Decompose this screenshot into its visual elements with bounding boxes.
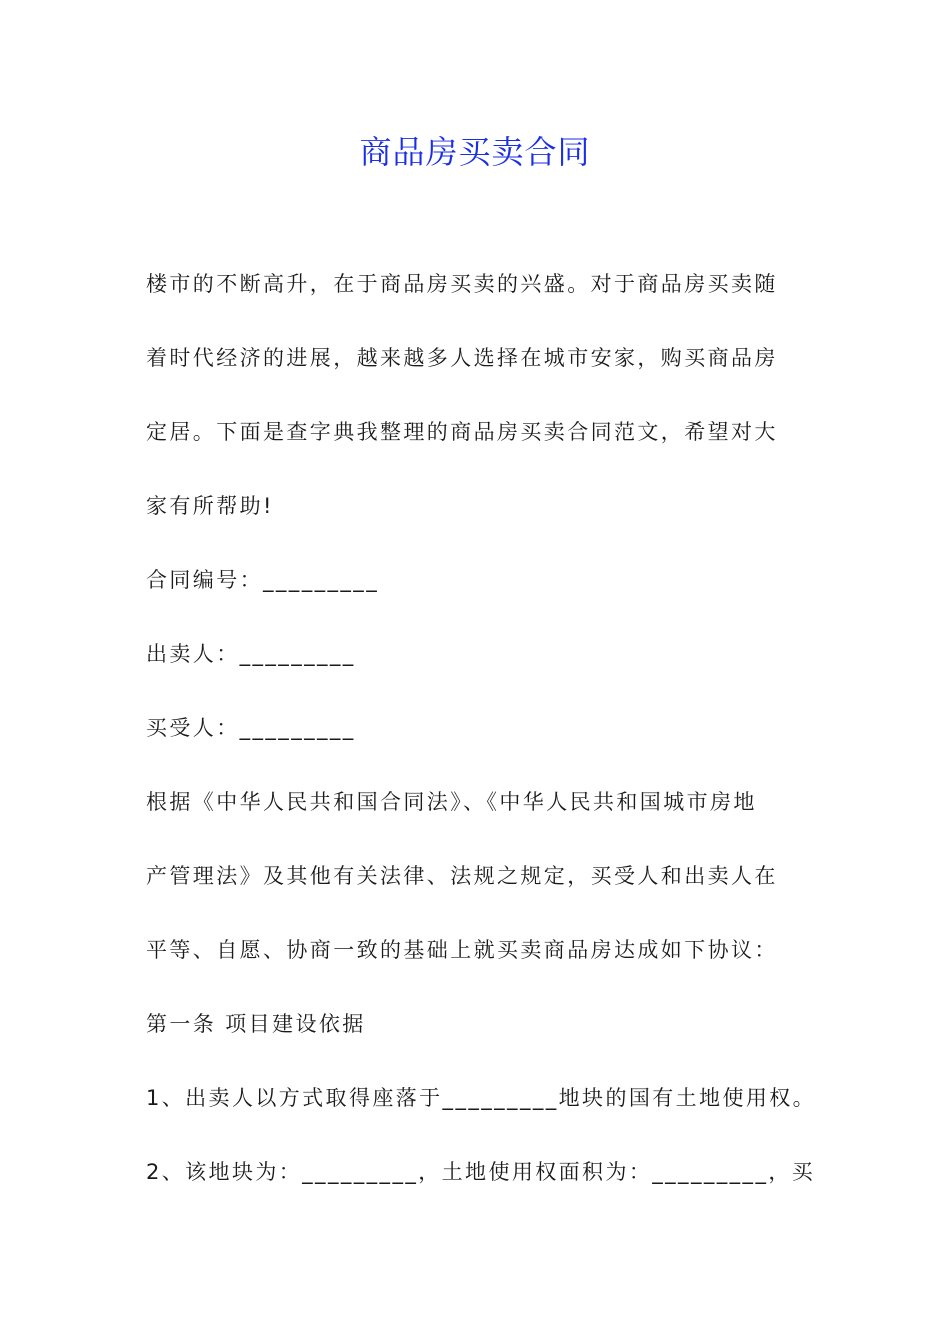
contract-number: 合同编号：_________ (146, 568, 380, 592)
seller-field: 出卖人：_________ (146, 642, 356, 666)
basis-line: 产管理法》及其他有关法律、法规之规定，买受人和出卖人在 (146, 864, 778, 888)
article-1-heading: 第一条 项目建设依据 (146, 1012, 366, 1036)
intro-line: 着时代经济的进展，越来越多人选择在城市安家，购买商品房 (146, 346, 778, 370)
basis-line: 平等、自愿、协商一致的基础上就买卖商品房达成如下协议： (146, 938, 778, 962)
clause-1: 1、出卖人以方式取得座落于_________地块的国有土地使用权。 (146, 1086, 817, 1110)
intro-line: 楼市的不断高升，在于商品房买卖的兴盛。对于商品房买卖随 (146, 272, 778, 296)
intro-line: 定居。下面是查字典我整理的商品房买卖合同范文，希望对大 (146, 420, 778, 444)
clause-1-paragraph (146, 1061, 816, 1135)
article-heading (146, 987, 816, 1061)
document-title: 商品房买卖合同 (359, 133, 591, 171)
buyer-field: 买受人：_________ (146, 716, 356, 740)
contract-number-line (146, 543, 816, 617)
clause-2: 2、该地块为：_________，土地使用权面积为：_________，买 (146, 1160, 816, 1184)
seller-line (146, 617, 816, 691)
basis-line: 根据《中华人民共和国合同法》、《中华人民共和国城市房地 (146, 790, 757, 814)
buyer-line (146, 691, 816, 765)
clause-2-paragraph (146, 1135, 816, 1209)
document-body (146, 247, 816, 1209)
basis-paragraph (146, 765, 816, 987)
intro-line: 家有所帮助! (146, 494, 274, 518)
intro-paragraph (146, 247, 816, 543)
